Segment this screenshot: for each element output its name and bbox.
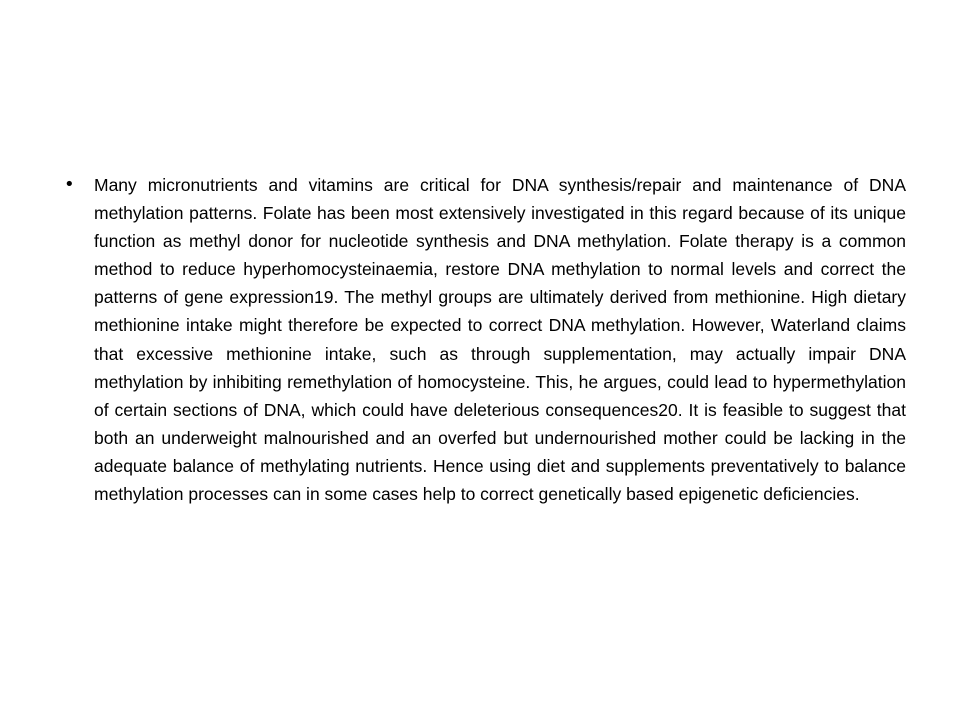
bullet-item <box>64 171 906 508</box>
bullet-dot-icon: • <box>64 174 75 195</box>
bullet-list <box>64 171 906 508</box>
bullet-text: Many micronutrients and vitamins are critical for DNA synthesis/repair and maintenance of DNA methylation patterns. Folate has been most extensively investigated in this regard because of its unique function as methyl donor for nucleotide synthesis and DNA methylation. Folate therapy is a common method to reduce hyperhomocysteinaemia, restore DNA methylation to normal levels and correct the patterns of gene expression19. The methyl groups are ultimately derived from methionine. High dietary methionine intake might therefore be expected to correct DNA methylation. However, Waterland claims that excessive methionine intake, such as through supplementation, may actually impair DNA methylation by inhibiting remethylation of homocysteine. This, he argues, could lead to hypermethylation of certain sections of DNA, which could have deleterious consequences20. It is feasible to suggest that both an underweight malnourished and an overfed but undernourished mother could be lacking in the adequate balance of methylating nutrients. Hence using diet and supplements preventatively to balance methylation processes can in some cases help to correct genetically based epigenetic deficiencies. <box>94 175 906 505</box>
